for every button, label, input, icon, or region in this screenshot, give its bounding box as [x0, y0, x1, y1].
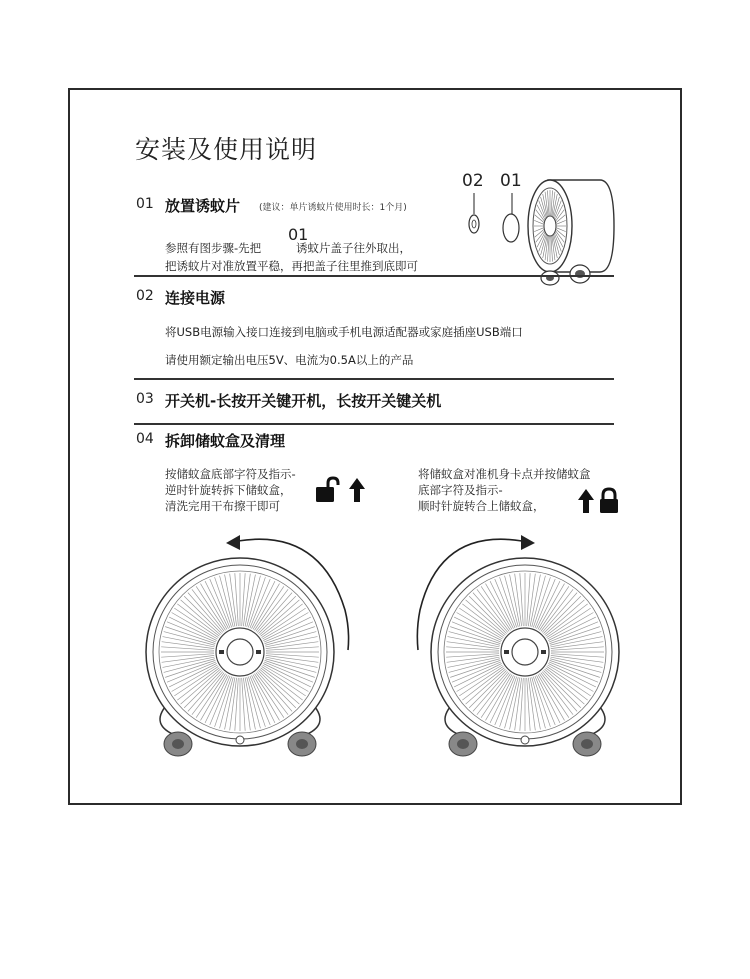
step-01-number: 01 — [136, 196, 154, 212]
step-01-line-2: 把诱蚊片对准放置平稳，再把盖子往里推到底即可 — [165, 259, 418, 273]
callout-01: 01 — [500, 171, 522, 191]
step-04-heading: 拆卸储蚊盒及清理 — [165, 432, 286, 450]
step-04-left-line-1: 按储蚊盒底部字符及指示- — [165, 467, 296, 481]
step-04-right-line-2: 底部字符及指示- — [418, 483, 503, 497]
step-02-number: 02 — [136, 288, 154, 304]
step-01-inline-label: 01 — [288, 225, 309, 244]
step-03-number: 03 — [136, 391, 154, 407]
page-title: 安装及使用说明 — [135, 135, 318, 164]
callout-02: 02 — [462, 171, 484, 191]
fan-grille-icon — [146, 558, 334, 756]
step-01-note: (建议：单片诱蚊片使用时长：1个月) — [259, 203, 407, 213]
step-02-line-1: 将USB电源输入接口连接到电脑或手机电源适配器或家庭插座USB端口 — [165, 325, 523, 339]
step-04-right-line-1: 将储蚊盒对准机身卡点并按储蚊盒 — [418, 467, 591, 481]
step-04-left-line-3: 清洗完用干布擦干即可 — [165, 499, 280, 513]
step-01-heading: 放置诱蚊片 — [165, 197, 241, 215]
step-04-right-line-3: 顺时针旋转合上储蚊盒， — [418, 499, 545, 513]
step-02-heading: 连接电源 — [165, 289, 226, 307]
step-02-line-2: 请使用额定输出电压5V、电流为0.5A以上的产品 — [165, 353, 414, 367]
step-01-line-1a: 参照有图步骤-先把 — [165, 241, 262, 255]
step-03-heading: 开关机-长按开关键开机，长按开关键关机 — [165, 392, 442, 410]
fan-grille-icon — [431, 558, 619, 756]
step-01-line-1b: 诱蚊片盖子往外取出， — [296, 241, 411, 255]
step-04-left-line-2: 逆时针旋转拆下储蚊盒， — [165, 483, 292, 497]
step-04-number: 04 — [136, 431, 154, 447]
